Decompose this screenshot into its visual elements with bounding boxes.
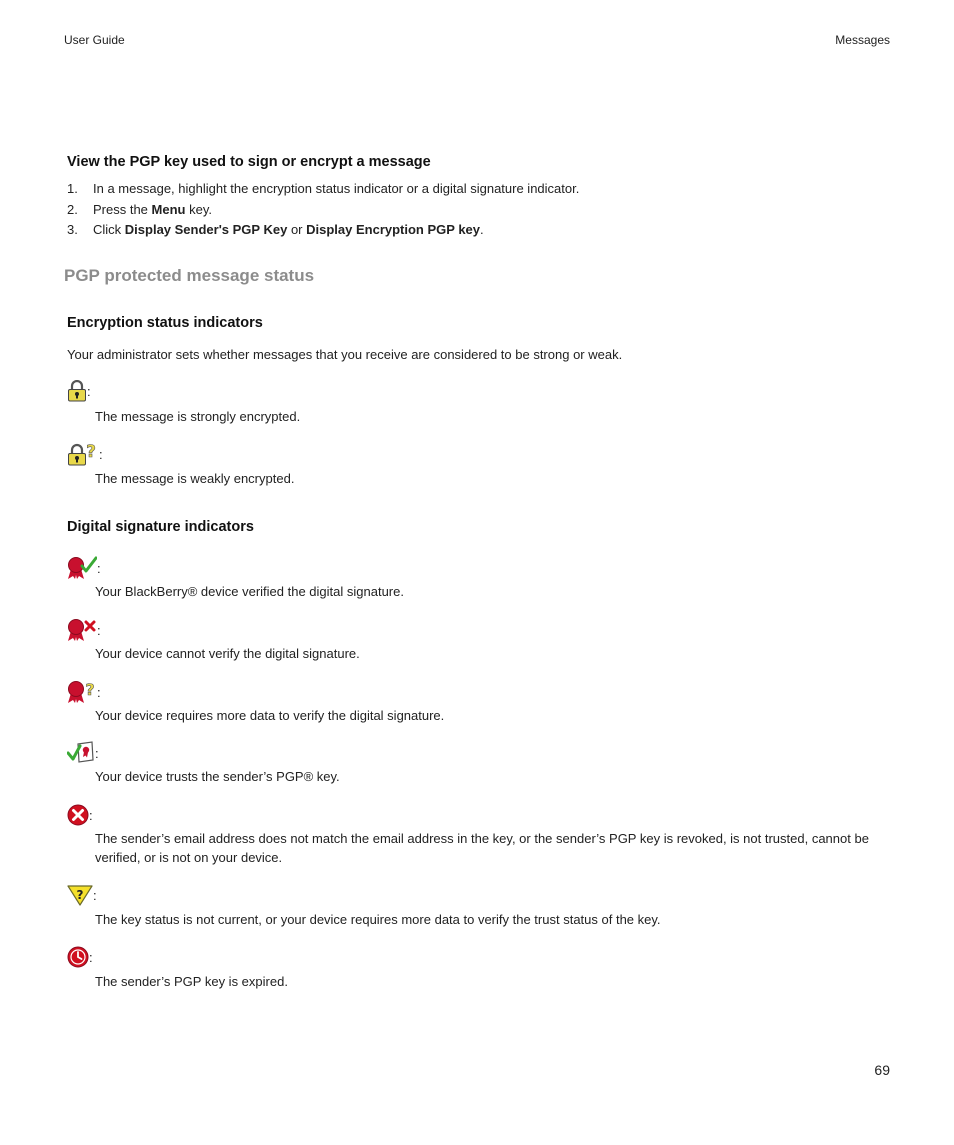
- svg-text:?: ?: [76, 888, 84, 902]
- step-3: 3. Click Display Sender's PGP Key or Display Encryption PGP key.: [67, 222, 484, 237]
- lock-icon: [67, 380, 87, 402]
- display-encryption-key-label: Display Encryption PGP key: [306, 222, 481, 237]
- signature-verified-row: :: [67, 556, 101, 580]
- trusted-key-icon: [67, 741, 95, 765]
- page-number: 69: [874, 1062, 890, 1078]
- display-sender-key-label: Display Sender's PGP Key: [124, 222, 288, 237]
- lock-question-icon: [67, 442, 99, 466]
- key-mismatch-desc: The sender’s email address does not match the email address in the key, or the sender’s PGP key is revoked, is not trusted, cannot be verified, or is not on your device.: [95, 831, 869, 865]
- signature-title: Digital signature indicators: [67, 519, 254, 535]
- key-expired-desc: The sender’s PGP key is expired.: [95, 974, 288, 989]
- ribbon-question-icon: [67, 680, 97, 704]
- ribbon-check-icon: [67, 556, 97, 580]
- encryption-strong-desc: The message is strongly encrypted.: [95, 409, 301, 424]
- encryption-intro: Your administrator sets whether messages that you receive are considered to be strong or weak.: [67, 347, 623, 362]
- key-status-row: ? :: [67, 884, 97, 906]
- encryption-title: Encryption status indicators: [67, 315, 263, 331]
- signature-unverified-desc: Your device cannot verify the digital signature.: [95, 646, 360, 661]
- key-trusted-desc: Your device trusts the sender’s PGP® key.: [95, 769, 340, 784]
- encryption-strong-row: :: [67, 380, 91, 402]
- step-2: 2. Press the Menu key.: [67, 202, 212, 217]
- signature-more-data-row: ? :: [67, 680, 101, 704]
- signature-more-data-desc: Your device requires more data to verify the digital signature.: [95, 708, 445, 723]
- encryption-weak-desc: The message is weakly encrypted.: [95, 471, 295, 486]
- yellow-question-triangle-icon: [67, 884, 93, 906]
- header-right: Messages: [835, 33, 890, 47]
- key-status-desc: The key status is not current, or your device requires more data to verify the trust status of the key.: [95, 912, 661, 927]
- step-1: 1. In a message, highlight the encryption status indicator or a digital signature indicator.: [67, 181, 580, 196]
- key-mismatch-row: :: [67, 804, 93, 826]
- signature-unverified-row: :: [67, 618, 101, 642]
- svg-text:?: ?: [85, 680, 95, 699]
- header-left: User Guide: [64, 33, 125, 47]
- red-x-circle-icon: [67, 804, 89, 826]
- key-expired-row: :: [67, 946, 93, 968]
- pgp-status-heading: PGP protected message status: [64, 266, 315, 285]
- encryption-weak-row: ? :: [67, 442, 103, 466]
- key-trusted-row: :: [67, 741, 99, 765]
- view-pgp-key-title: View the PGP key used to sign or encrypt a message: [67, 154, 431, 170]
- svg-text:?: ?: [86, 442, 96, 462]
- ribbon-x-icon: [67, 618, 97, 642]
- red-clock-icon: [67, 946, 89, 968]
- menu-key-label: Menu: [151, 202, 186, 217]
- signature-verified-desc: Your BlackBerry® device verified the digital signature.: [95, 584, 404, 599]
